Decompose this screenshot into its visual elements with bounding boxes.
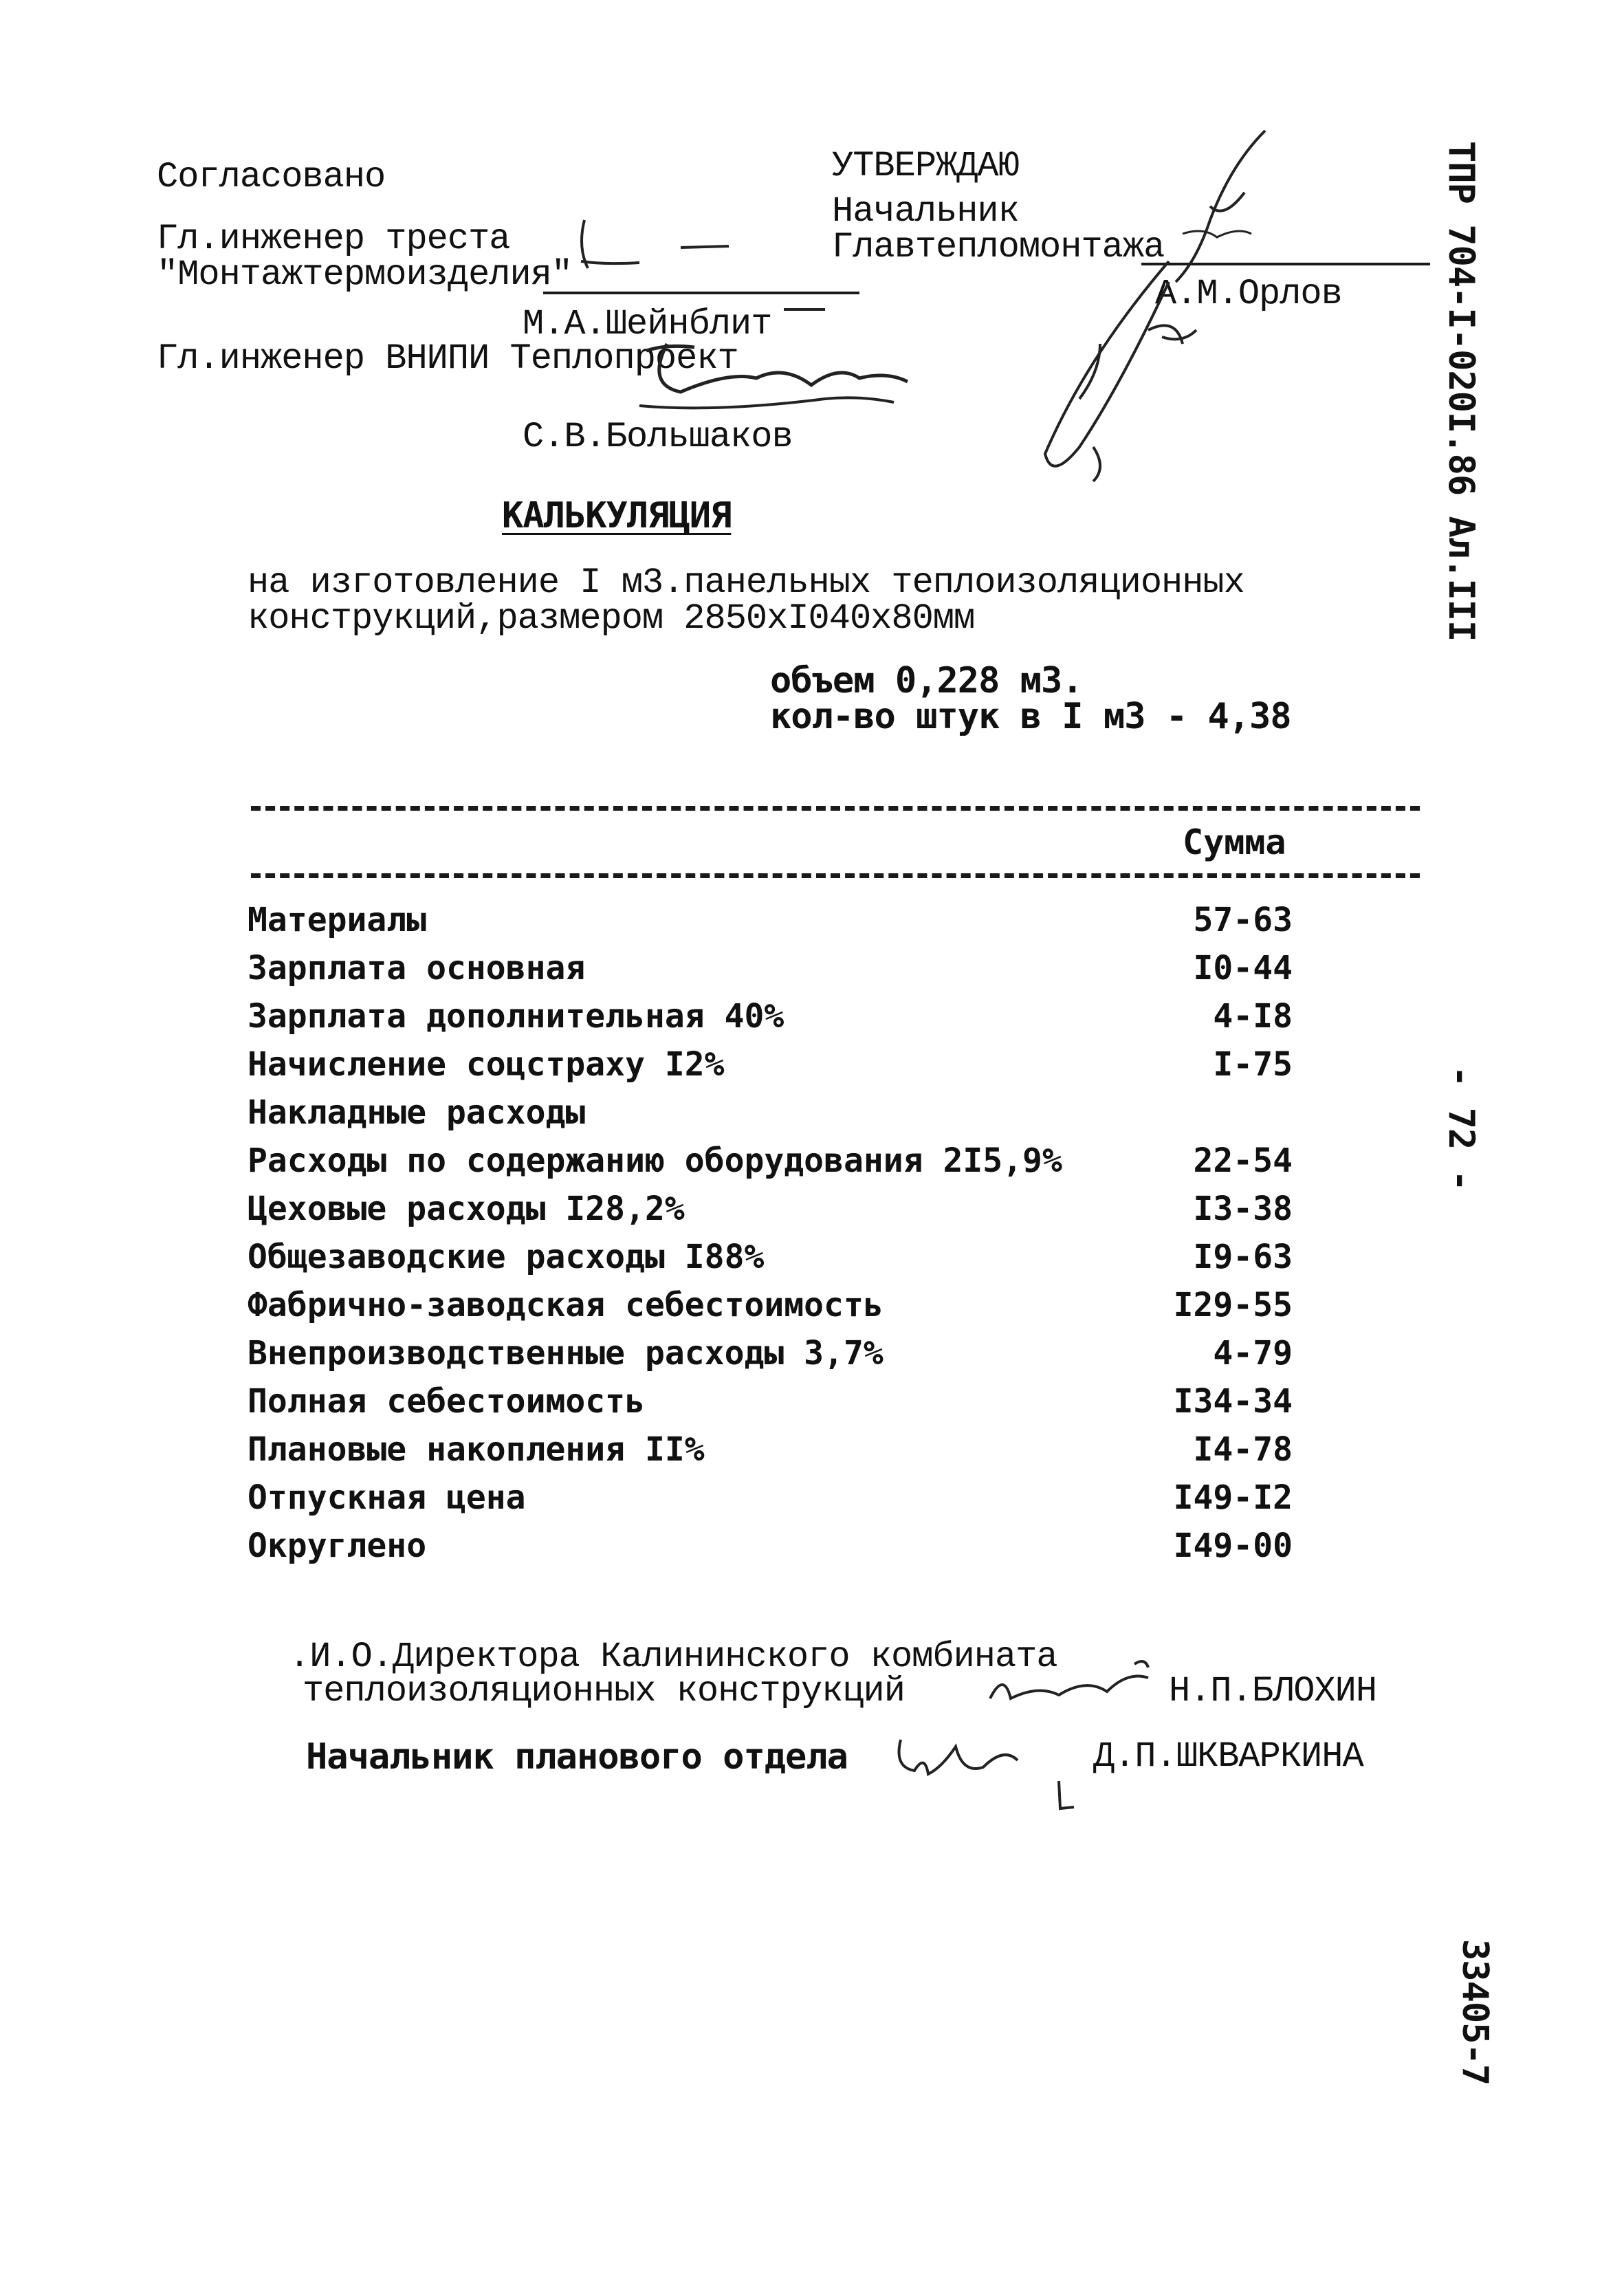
planning-head-signature bbox=[887, 1719, 1086, 1815]
table-row-label: Цеховые расходы I28,2% bbox=[248, 1190, 685, 1228]
table-row-value: 4-I8 bbox=[1213, 997, 1293, 1036]
table-row-label: Полная себестоимость bbox=[248, 1382, 645, 1421]
handwritten-signatures-left bbox=[564, 206, 921, 433]
agreed-label: Согласовано bbox=[157, 157, 386, 197]
signer-2-name: С.В.Большаков bbox=[523, 417, 793, 457]
planning-head-title: Начальник планового отдела bbox=[306, 1736, 848, 1778]
table-row-value: I9-63 bbox=[1193, 1238, 1293, 1276]
subtitle-line-1: на изготовление I м3.панельных теплоизоляционных bbox=[248, 562, 1244, 603]
table-row-value: I0-44 bbox=[1193, 949, 1293, 987]
table-row-label: Общезаводские расходы I88% bbox=[248, 1238, 765, 1276]
table-row-value: I34-34 bbox=[1173, 1382, 1293, 1421]
approve-title-1: Начальник bbox=[832, 191, 1019, 232]
table-row-label: Плановые накопления II% bbox=[248, 1430, 705, 1469]
table-header-rule bbox=[251, 873, 1420, 878]
table-row-value: I-75 bbox=[1213, 1045, 1293, 1084]
table-row-value: I29-55 bbox=[1173, 1286, 1293, 1324]
table-row-label: Фабрично-заводская себестоимость bbox=[248, 1286, 884, 1324]
table-row-label: Округлено bbox=[248, 1527, 427, 1565]
signer-1-name: М.А.Шейнблит bbox=[523, 304, 772, 345]
approve-label: УТВЕРЖДАЮ bbox=[832, 146, 1019, 186]
handwritten-signature-right bbox=[1004, 124, 1293, 495]
director-title-line-1: .И.О.Директора Калининского комбината bbox=[289, 1637, 1057, 1677]
table-row-label: Начисление соцстраху I2% bbox=[248, 1045, 725, 1084]
table-row-value: 4-79 bbox=[1213, 1334, 1293, 1373]
table-row-value: I3-38 bbox=[1193, 1190, 1293, 1228]
director-name: Н.П.БЛОХИН bbox=[1169, 1671, 1377, 1712]
planning-head-name: Д.П.ШКВАРКИНА bbox=[1093, 1736, 1363, 1777]
document-number-vertical: 33405-7 bbox=[1454, 1939, 1495, 2086]
approver-name: А.М.Орлов bbox=[1155, 274, 1342, 314]
table-row-value: 57-63 bbox=[1193, 901, 1293, 939]
approve-title-2: Главтепломонтажа bbox=[832, 227, 1165, 267]
table-row-label: Внепроизводственные расходы 3,7% bbox=[248, 1334, 884, 1373]
volume-text: объем 0,228 м3. bbox=[770, 660, 1083, 701]
chief-engineer-vnipi-title: Гл.инженер ВНИПИ Теплопроект bbox=[157, 338, 738, 379]
table-row-label: Зарплата дополнительная 40% bbox=[248, 997, 784, 1036]
table-row-value: I49-00 bbox=[1173, 1527, 1293, 1565]
table-row-label: Накладные расходы bbox=[248, 1093, 586, 1132]
table-row-label: Отпускная цена bbox=[248, 1478, 526, 1517]
subtitle-line-2: конструкций,размером 2850хI040х80мм bbox=[248, 598, 975, 639]
table-row-label: Материалы bbox=[248, 901, 427, 939]
document-code-vertical: ТПР 704-I-020I.86 Ал.III bbox=[1440, 141, 1482, 642]
table-top-rule bbox=[251, 806, 1420, 811]
table-row-value: 22-54 bbox=[1193, 1141, 1293, 1180]
document-title: КАЛЬКУЛЯЦИЯ bbox=[502, 495, 732, 536]
page-number-vertical: - 72 - bbox=[1440, 1066, 1482, 1191]
sum-column-header: Сумма bbox=[1183, 822, 1286, 862]
table-row-value: I49-I2 bbox=[1173, 1478, 1293, 1517]
trust-name: "Монтажтермоизделия" bbox=[157, 254, 573, 295]
chief-engineer-trust-title: Гл.инженер треста bbox=[157, 219, 510, 259]
table-row-value: I4-78 bbox=[1193, 1430, 1293, 1469]
table-row-label: Зарплата основная bbox=[248, 949, 586, 987]
count-text: кол-во штук в I м3 - 4,38 bbox=[770, 696, 1291, 737]
director-title-line-2: теплоизоляционных конструкций bbox=[303, 1671, 905, 1712]
director-signature bbox=[976, 1650, 1162, 1712]
table-row-label: Расходы по содержанию оборудования 2I5,9% bbox=[248, 1141, 1062, 1180]
